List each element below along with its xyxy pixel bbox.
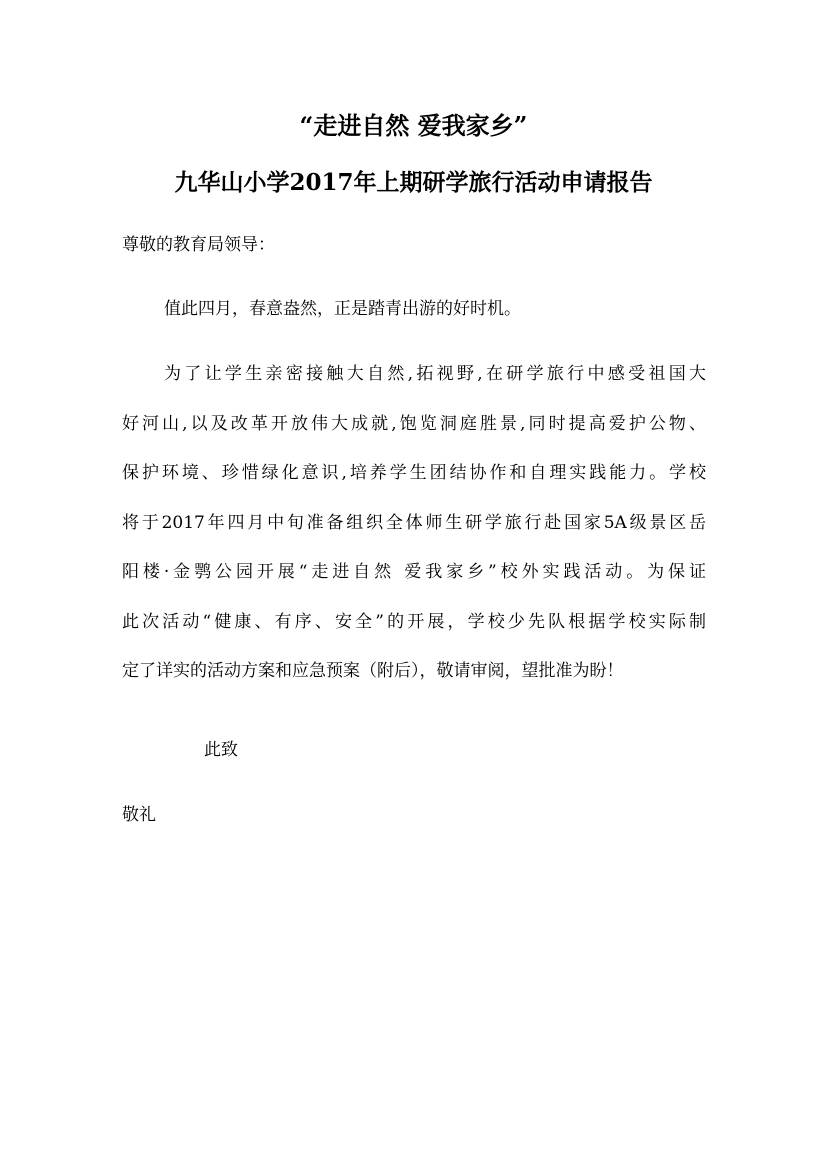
document-title: 九华山小学2017年上期研学旅行活动申请报告: [174, 169, 653, 196]
intro-paragraph: 值此四月，春意盎然，正是踏青出游的好时机。: [164, 299, 521, 319]
body-line: 定了详实的活动方案和应急预案（附后），敬请审阅，望批准为盼！: [122, 661, 624, 681]
salutation: 尊敬的教育局领导：: [122, 235, 275, 255]
closing-salute: 敬礼: [122, 805, 156, 825]
body-line: 此次活动“健康、有序、安全”的开展，学校少先队根据学校实际制: [122, 611, 706, 632]
body-line: 阳楼·金鹗公园开展“走进自然 爱我家乡”校外实践活动。为保证: [122, 562, 706, 582]
body-line: 将于2017年四月中旬准备组织全体师生研学旅行赴国家5A级景区岳: [122, 512, 706, 533]
body-line: 保护环境、珍惜绿化意识,培养学生团结协作和自理实践能力。学校: [122, 463, 706, 483]
body-paragraph: [122, 362, 706, 709]
body-line: 为了让学生亲密接触大自然,拓视野,在研学旅行中感受祖国大: [164, 364, 706, 384]
body-line: 好河山,以及改革开放伟大成就,饱览洞庭胜景,同时提高爱护公物、: [122, 413, 706, 434]
closing-phrase: 此致: [204, 740, 238, 760]
document-title-slogan: “走进自然 爱我家乡”: [299, 111, 528, 140]
